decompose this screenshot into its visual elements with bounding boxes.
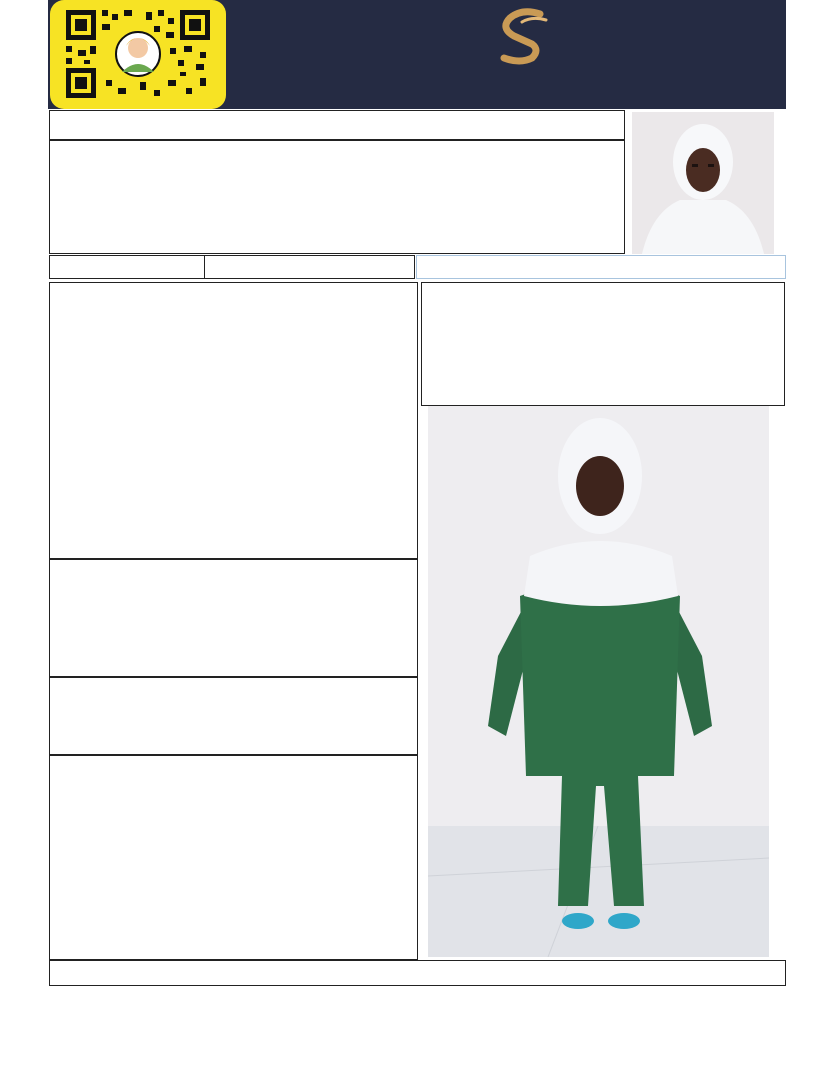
- form-title-ar: [310, 110, 410, 140]
- skills-table: [49, 755, 418, 960]
- full-photo-image: [428, 406, 769, 957]
- applicant-full-photo: [428, 406, 769, 957]
- remarks-label-ar: [690, 960, 780, 984]
- applicant-headshot: [632, 112, 774, 254]
- abu-nasser-logo-icon: [488, 6, 556, 68]
- languages-table: [49, 559, 418, 677]
- qr-code[interactable]: [50, 0, 226, 109]
- details-table: [49, 282, 418, 559]
- passport-table: [421, 282, 785, 406]
- top-info-table: [49, 140, 625, 254]
- phone-value: [205, 255, 415, 279]
- qr-code-icon: [50, 0, 226, 109]
- work-experience-table: [49, 677, 418, 755]
- remarks-row: [49, 960, 786, 986]
- applicant-name: [416, 255, 764, 279]
- headshot-image: [632, 112, 774, 254]
